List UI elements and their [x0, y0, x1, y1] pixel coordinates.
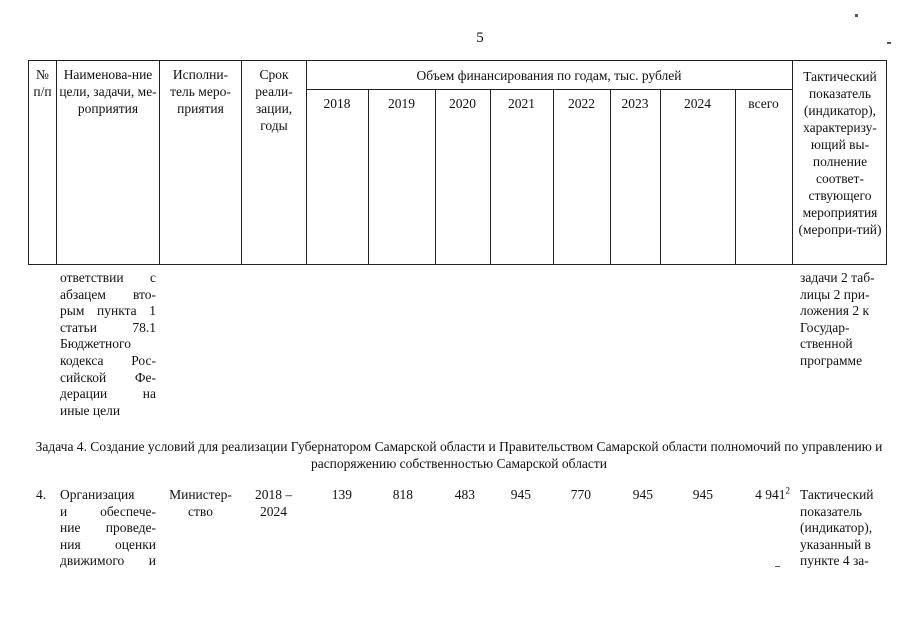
task-heading: Задача 4. Создание условий для реализации Губернатором Самарской области и Правительством Самарской области полномочий по управлению и распоряжению собственностью Самарской области [35, 439, 883, 471]
header-term: Срок реали-зации, годы [255, 67, 293, 133]
header-total: всего [748, 96, 779, 111]
footnote-mark: 2 [785, 485, 790, 496]
row4-executor: Министер- ство [169, 487, 232, 519]
header-name: Наименова-ние цели, задачи, ме-роприятия [59, 67, 157, 116]
header-year-2022: 2022 [568, 96, 595, 111]
row4-value-2024: 945 [692, 487, 713, 502]
header-num: № п/п [33, 67, 52, 99]
continuation-name: ответствии с абзацем вто- рым пункта 1 статьи 78.1 Бюджетного кодекса Рос- сийской Фе- дерации на иные цели [60, 270, 156, 418]
header-indicator: Тактический показатель (индикатор), характеризу-ющий вы-полнение соответ-ствующего мероприятия (меропри-тий) [798, 69, 882, 237]
header-year-2020: 2020 [449, 96, 476, 111]
row4-value-2020: 483 [454, 487, 475, 502]
scan-speck [887, 42, 891, 44]
row4-name: Организация и обеспече- ние проведе- ния оценки движимого и [60, 487, 156, 569]
row4-term: 2018 – 2024 [254, 487, 293, 519]
row4-number: 4. [36, 487, 47, 502]
row4-value-2022: 770 [570, 487, 591, 502]
row4-total: 4 $941^2$ [755, 485, 790, 502]
scan-speck [775, 566, 780, 567]
row4-value-2019: 818 [392, 487, 413, 502]
header-executor: Исполни-тель меро-приятия [170, 67, 231, 116]
header-year-2021: 2021 [508, 96, 535, 111]
header-year-2019: 2019 [388, 96, 415, 111]
header-year-2024: 2024 [684, 96, 711, 111]
row4-value-2023: 945 [632, 487, 653, 502]
header-year-2018: 2018 [323, 96, 351, 111]
page-number: 5 [476, 30, 484, 46]
row4-value-2018: 139 [331, 487, 352, 502]
continuation-indicator: задачи 2 таб- лицы 2 при- ложения 2 к Государ- ственной программе [800, 270, 875, 368]
row4-indicator: Тактический показатель (индикатор), указанный в пункте 4 за- [800, 487, 874, 569]
header-financing: Объем финансирования по годам, тыс. рублей [416, 68, 682, 83]
scan-speck [855, 14, 858, 17]
row4-value-2021: 945 [510, 487, 531, 502]
header-year-2023: 2023 [621, 96, 649, 111]
